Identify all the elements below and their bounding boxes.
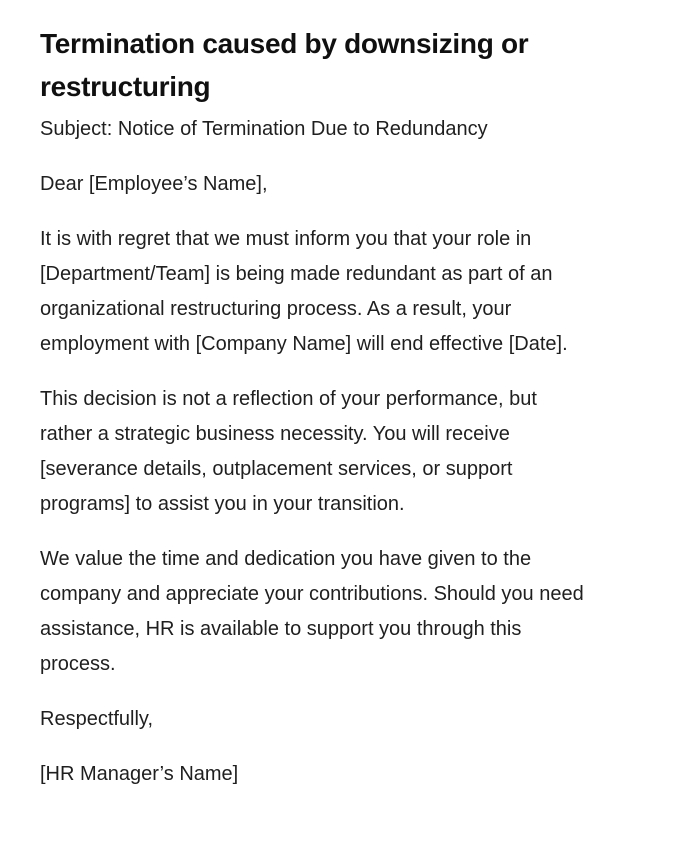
body-paragraph-2: This decision is not a reflection of your performance, but rather a strategic business necessity. You will receive [severance details, outplacement services, or support programs] to assist you in your transition.	[40, 388, 537, 515]
body-paragraph-1: It is with regret that we must inform you that your role in [Department/Team] is being made redundant as part of an organizational restructuring process. As a result, your employment with [Company Name] will end effective [Date].	[40, 228, 568, 355]
body-paragraph-3: We value the time and dedication you have given to the company and appreciate your contributions. Should you need assistance, HR is available to support you through this process.	[40, 548, 584, 675]
salutation: Dear [Employee’s Name],	[40, 173, 268, 195]
signature-placeholder: [HR Manager’s Name]	[40, 763, 239, 785]
closing-line: Respectfully,	[40, 708, 154, 730]
page-title: Termination caused by downsizing or restructuring	[40, 28, 529, 102]
subject-line: Subject: Notice of Termination Due to Redundancy	[40, 118, 488, 140]
